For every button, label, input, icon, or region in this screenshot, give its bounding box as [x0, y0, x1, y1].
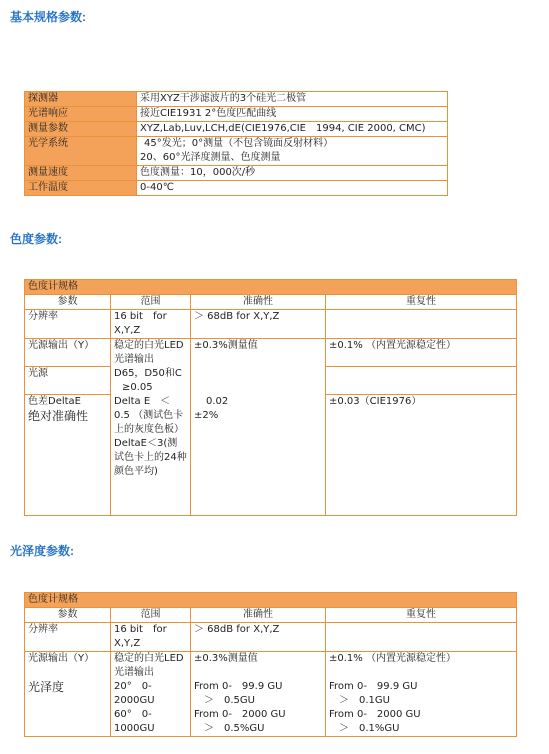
column-header: 范围: [111, 608, 191, 623]
cell-line: Delta E ＜ 0.5 （测试色卡上的灰度色板）: [114, 396, 184, 435]
table-row: [25, 339, 517, 367]
table-title-row: [25, 280, 517, 295]
row-value: 接近CIE1931 2°色度匹配曲线: [137, 107, 448, 122]
table-row: [25, 107, 448, 122]
cell: [326, 623, 517, 652]
repeat-cell: [326, 652, 517, 737]
table-title-row: [25, 593, 517, 608]
color-spec-table: [24, 279, 517, 516]
cell-line: From 0- 2000 GU: [194, 709, 286, 720]
column-header: 参数: [25, 295, 111, 310]
cell-line: ＞ 0.1GU: [339, 695, 390, 706]
table-row: [25, 166, 448, 181]
column-header: 准确性: [191, 295, 326, 310]
cell-line: 色差DeltaE: [28, 396, 81, 407]
row-value-line: 45°发光；0°测量（不包含镜面反射材料）: [144, 138, 334, 149]
table-row: [25, 122, 448, 137]
row-value: XYZ,Lab,Luv,LCH,dE(CIE1976,CIE 1994, CIE 2000, CMC): [137, 122, 448, 137]
cell-line: ≥0.05: [122, 382, 153, 393]
cell-line: 0.02: [206, 396, 229, 407]
row-value: [137, 137, 448, 166]
cell-line: ±0.03（CIE1976）: [329, 396, 422, 407]
cell-line: 稳定的白光LED光谱输出: [114, 340, 184, 365]
cell: 光源: [25, 367, 111, 395]
cell-line: DeltaE＜3(测试色卡上的24种颜色平均): [114, 438, 187, 477]
cell-line: From 0- 2000 GU: [329, 709, 421, 720]
table-row: [25, 137, 448, 166]
cell-line: 光源输出（Y）: [28, 653, 95, 664]
cell: 分辨率: [25, 623, 111, 652]
table-title: 色度计规格: [25, 593, 517, 608]
cell: [326, 395, 517, 516]
range-cell: [111, 652, 191, 737]
accuracy-cell: [191, 652, 326, 737]
basic-heading: 基本规格参数:: [10, 10, 86, 24]
color-heading: 色度参数:: [10, 232, 62, 246]
cell-line: From 0- 99.9 GU: [194, 681, 283, 692]
table-row: [25, 652, 517, 737]
gloss-heading: 光泽度参数:: [10, 544, 74, 558]
cell-line: 稳定的白光LED光谱输出: [114, 653, 184, 678]
row-label: 测量速度: [25, 166, 137, 181]
column-header: 重复性: [326, 608, 517, 623]
cell: 16 bit for X,Y,Z: [111, 623, 191, 652]
row-value: 色度测量：10，000次/秒: [137, 166, 448, 181]
cell-line: From 0- 99.9 GU: [329, 681, 418, 692]
column-header-row: [25, 295, 517, 310]
row-label: 工作温度: [25, 181, 137, 196]
cell-line: ±0.3%测量值: [194, 340, 258, 351]
row-value: 0-40℃: [137, 181, 448, 196]
cell: 16 bit for X,Y,Z: [111, 310, 191, 339]
table-row: [25, 310, 517, 339]
cell-line: ＞ 0.5GU: [204, 695, 255, 706]
cell-line: ±2%: [194, 410, 219, 421]
row-label: 光学系统: [25, 137, 137, 166]
column-header-row: [25, 608, 517, 623]
cell-line: ＞ 0.5%GU: [204, 723, 265, 734]
row-value-line: 20、60°光泽度测量、色度测量: [140, 152, 281, 163]
cell-line: D65，D50和C: [114, 368, 182, 379]
cell-line: 绝对准确性: [28, 409, 89, 423]
cell-line: ±0.1% （内置光源稳定性）: [329, 653, 456, 664]
column-header: 范围: [111, 295, 191, 310]
cell: ＞ 68dB for X,Y,Z: [191, 623, 326, 652]
row-value: 采用XYZ干涉滤波片的3个硅光二极管: [137, 92, 448, 107]
cell: [326, 310, 517, 339]
cell: [25, 395, 111, 516]
table-row: [25, 623, 517, 652]
cell-line: 20° 0-2000GU: [114, 681, 155, 706]
column-header: 参数: [25, 608, 111, 623]
row-label: 光谱响应: [25, 107, 137, 122]
row-label: 探测器: [25, 92, 137, 107]
cell-line: ＞ 0.1%GU: [339, 723, 400, 734]
cell-line: ±0.3%测量值: [194, 653, 258, 664]
table-row: [25, 92, 448, 107]
cell-line: 光泽度: [28, 680, 65, 694]
gloss-spec-table: [24, 592, 517, 737]
cell-line: 60° 0-1000GU: [114, 709, 155, 734]
cell: ±0.1% （内置光源稳定性）: [326, 339, 517, 367]
cell: 分辨率: [25, 310, 111, 339]
cell: 光源输出（Y）: [25, 339, 111, 367]
basic-spec-table: [24, 91, 448, 196]
cell: ＞ 68dB for X,Y,Z: [191, 310, 326, 339]
row-label: 测量参数: [25, 122, 137, 137]
accuracy-cell: [191, 339, 326, 516]
cell: [25, 652, 111, 737]
table-title: 色度计规格: [25, 280, 517, 295]
table-row: [25, 181, 448, 196]
column-header: 准确性: [191, 608, 326, 623]
range-cell: [111, 339, 191, 516]
column-header: 重复性: [326, 295, 517, 310]
cell: [326, 367, 517, 395]
